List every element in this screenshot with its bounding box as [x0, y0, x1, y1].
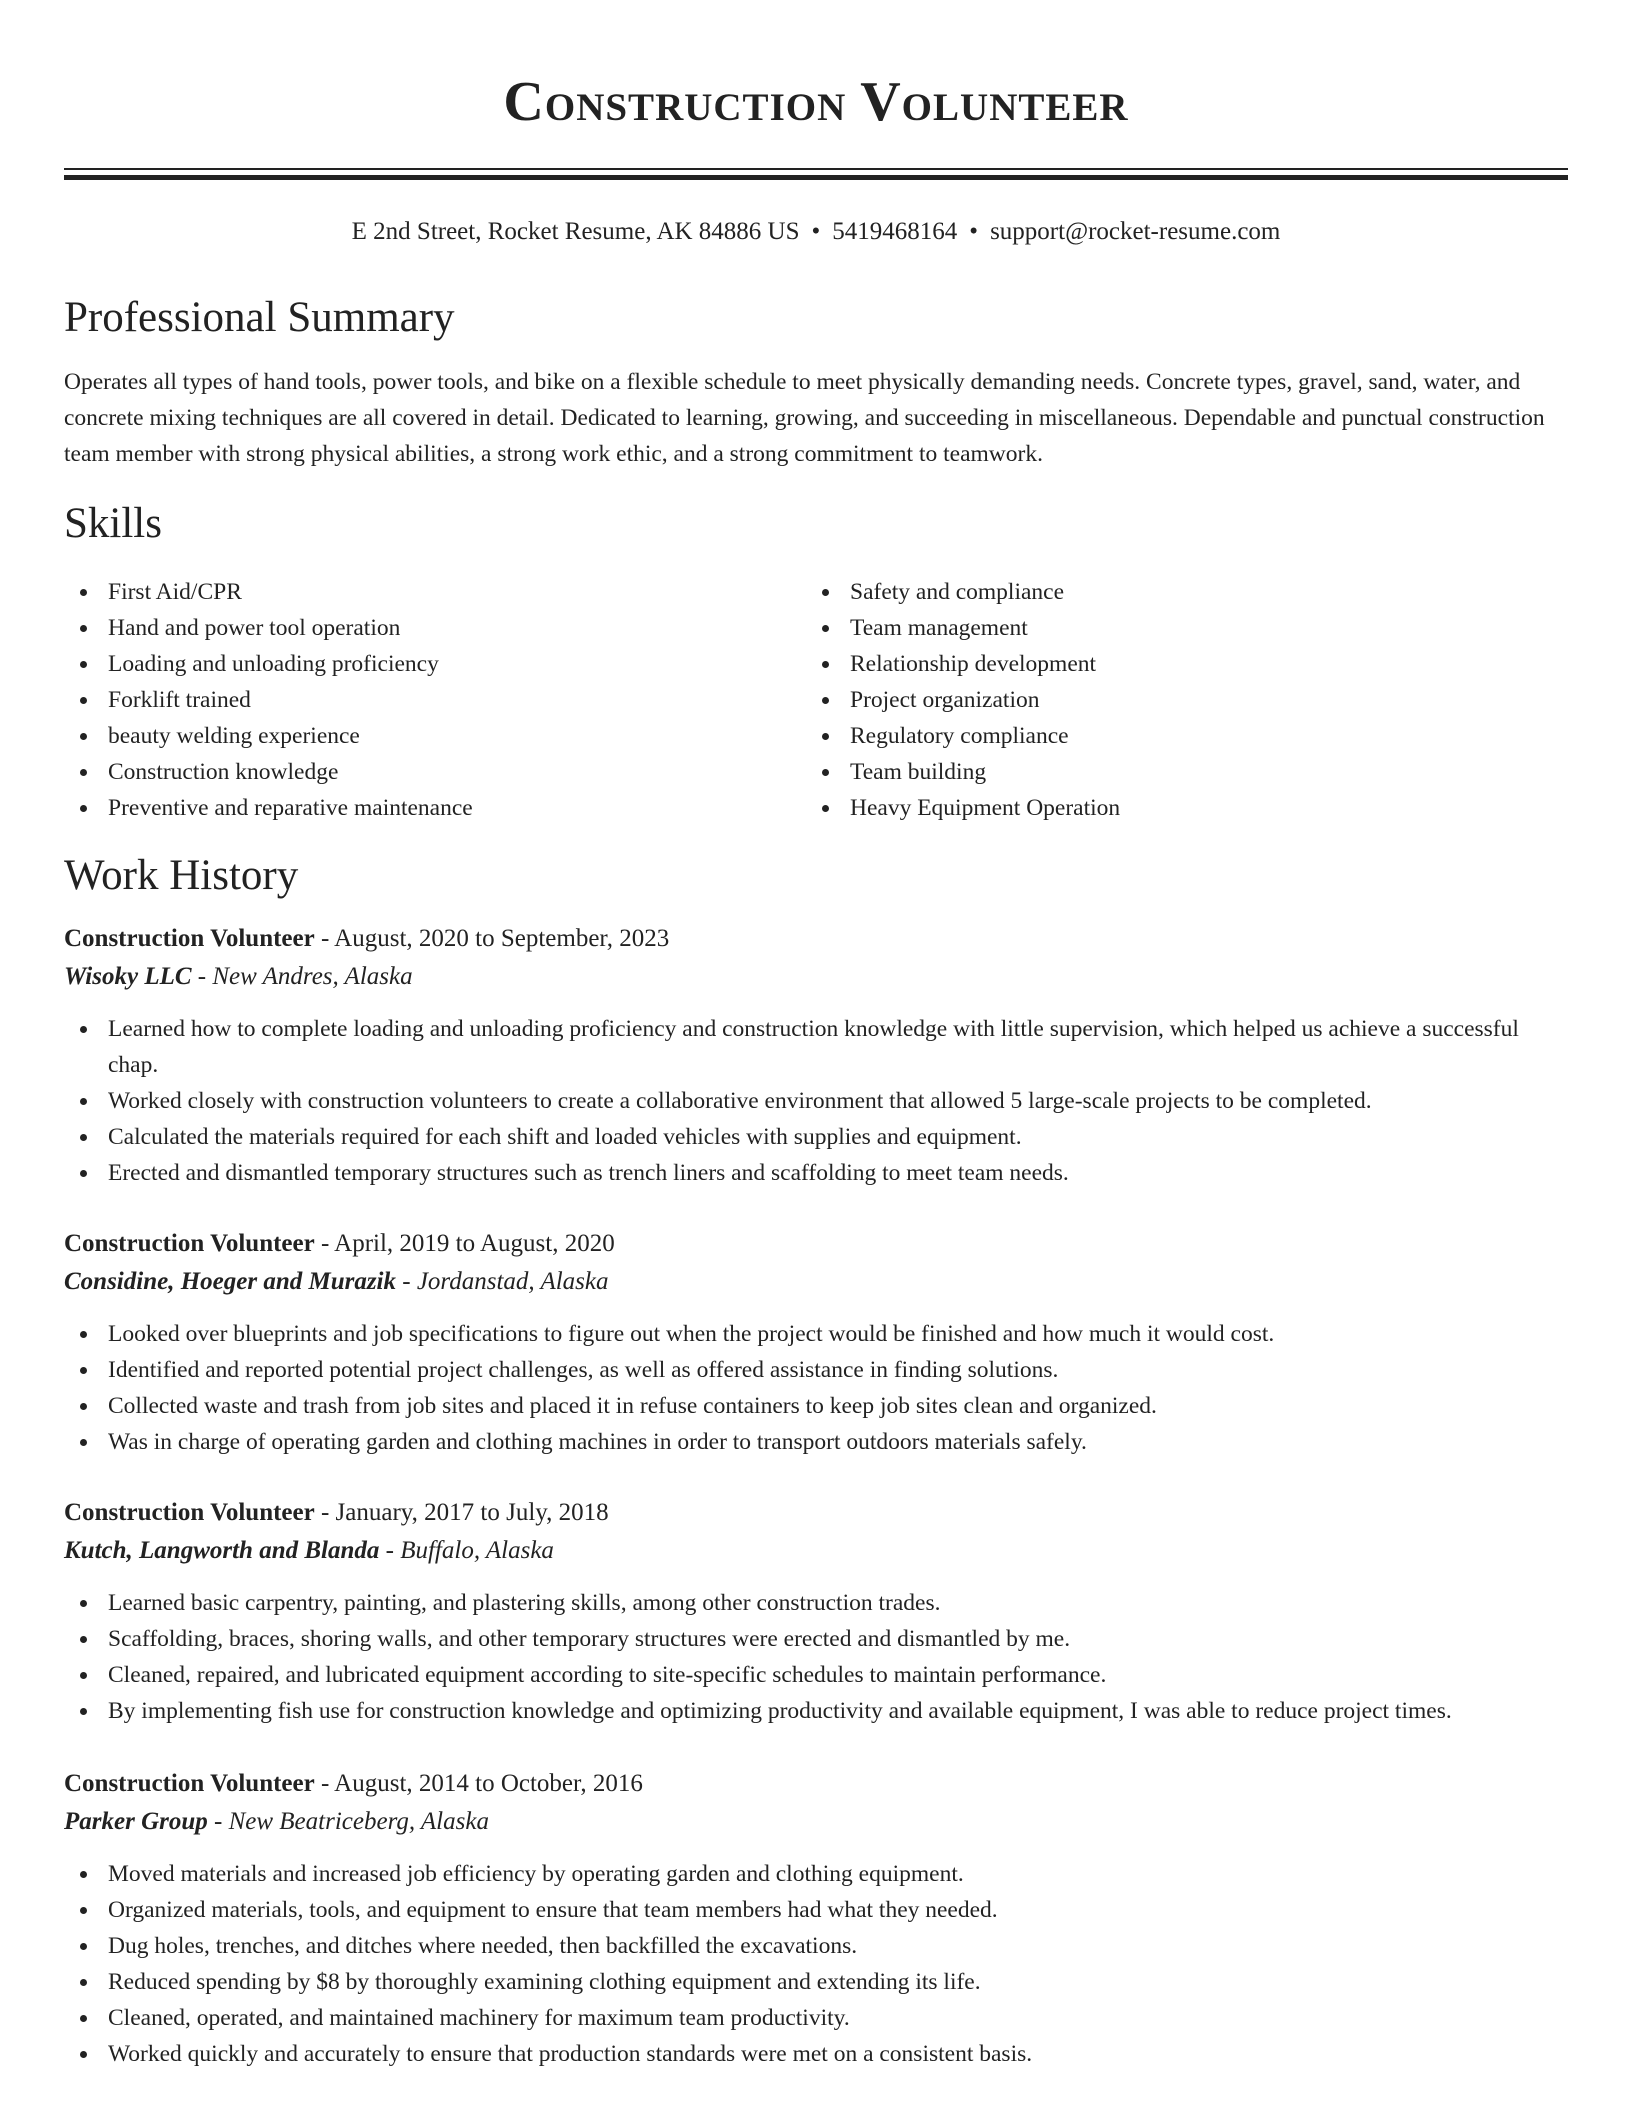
skill-item: Forklift trained	[64, 682, 473, 718]
job-bullet: Organized materials, tools, and equipment to ensure that team members had what they needed.	[64, 1892, 1568, 1928]
skill-item: Regulatory compliance	[806, 718, 1120, 754]
skill-item: Safety and compliance	[806, 574, 1120, 610]
job-bullet: Collected waste and trash from job sites and placed it in refuse containers to keep job sites clean and organized.	[64, 1388, 1568, 1424]
skill-item: Heavy Equipment Operation	[806, 790, 1120, 826]
resume-page	[64, 0, 1568, 2067]
skill-item: First Aid/CPR	[64, 574, 473, 610]
resume-name-title: Construction Volunteer	[503, 71, 1129, 133]
contact-separator: •	[811, 218, 821, 245]
skill-item: Team building	[806, 754, 1120, 790]
skill-item: beauty welding experience	[64, 718, 473, 754]
job-bullet: Worked closely with construction volunteers to create a collaborative environment that allowed 5 large-scale projects to be completed.	[64, 1083, 1568, 1119]
job-location: - Jordanstad, Alaska	[396, 1268, 609, 1295]
job-bullet: Identified and reported potential project challenges, as well as offered assistance in finding solutions.	[64, 1352, 1568, 1388]
job-bullets	[64, 1856, 1568, 2072]
job-entry	[64, 1494, 1568, 1729]
contact-address: E 2nd Street, Rocket Resume, AK 84886 US	[351, 218, 800, 245]
job-bullet: Calculated the materials required for each shift and loaded vehicles with supplies and equipment.	[64, 1119, 1568, 1155]
job-bullet: By implementing fish use for construction knowledge and optimizing productivity and available equipment, I was able to reduce project times.	[64, 1693, 1568, 1729]
skill-item: Preventive and reparative maintenance	[64, 790, 473, 826]
job-bullet: Learned basic carpentry, painting, and plastering skills, among other construction trades.	[64, 1585, 1568, 1621]
job-title-line	[64, 1225, 1568, 1263]
job-bullet: Learned how to complete loading and unloading proficiency and construction knowledge with little supervision, which helped us achieve a successful chap.	[64, 1011, 1568, 1083]
skill-item: Team management	[806, 610, 1120, 646]
job-dates: - January, 2017 to July, 2018	[314, 1499, 609, 1526]
header-divider-thick	[64, 175, 1568, 180]
header-divider-thin	[64, 168, 1568, 170]
job-bullet: Worked quickly and accurately to ensure that production standards were met on a consistent basis.	[64, 2036, 1568, 2072]
job-title-line	[64, 920, 1568, 958]
job-dates: - August, 2020 to September, 2023	[314, 925, 670, 952]
job-bullets	[64, 1585, 1568, 1729]
job-bullets	[64, 1316, 1568, 1460]
skill-item: Relationship development	[806, 646, 1120, 682]
job-bullet: Reduced spending by $8 by thoroughly examining clothing equipment and extending its life.	[64, 1964, 1568, 2000]
job-company: Wisoky LLC	[64, 963, 192, 990]
job-bullet: Cleaned, repaired, and lubricated equipment according to site-specific schedules to maintain performance.	[64, 1657, 1568, 1693]
job-company-line	[64, 958, 1568, 996]
skill-item: Project organization	[806, 682, 1120, 718]
job-company-line	[64, 1263, 1568, 1301]
work-history-heading: Work History	[64, 852, 299, 899]
contact-phone: 5419468164	[832, 218, 958, 245]
summary-heading: Professional Summary	[64, 294, 455, 341]
job-bullet: Scaffolding, braces, shoring walls, and other temporary structures were erected and dismantled by me.	[64, 1621, 1568, 1657]
contact-email: support@rocket-resume.com	[990, 218, 1281, 245]
skills-column-left	[64, 574, 473, 826]
contact-line	[64, 212, 1568, 252]
job-company: Kutch, Langworth and Blanda	[64, 1537, 380, 1564]
job-entry	[64, 920, 1568, 1191]
job-company-line	[64, 1803, 1568, 1841]
job-entry	[64, 1225, 1568, 1460]
job-company-line	[64, 1532, 1568, 1570]
skill-item: Loading and unloading proficiency	[64, 646, 473, 682]
job-title: Construction Volunteer	[64, 925, 315, 952]
job-dates: - April, 2019 to August, 2020	[314, 1230, 615, 1257]
skill-item: Hand and power tool operation	[64, 610, 473, 646]
job-entry	[64, 1765, 1568, 2072]
job-title: Construction Volunteer	[64, 1770, 315, 1797]
job-bullet: Looked over blueprints and job specifications to figure out when the project would be finished and how much it would cost.	[64, 1316, 1568, 1352]
job-bullet: Dug holes, trenches, and ditches where needed, then backfilled the excavations.	[64, 1928, 1568, 1964]
job-bullet: Erected and dismantled temporary structures such as trench liners and scaffolding to meet team needs.	[64, 1155, 1568, 1191]
job-title-line	[64, 1494, 1568, 1532]
job-location: - Buffalo, Alaska	[379, 1537, 554, 1564]
job-dates: - August, 2014 to October, 2016	[314, 1770, 643, 1797]
job-location: - New Beatriceberg, Alaska	[207, 1808, 489, 1835]
skill-item: Construction knowledge	[64, 754, 473, 790]
skills-heading: Skills	[64, 500, 162, 547]
job-bullet: Moved materials and increased job efficiency by operating garden and clothing equipment.	[64, 1856, 1568, 1892]
contact-separator: •	[969, 218, 979, 245]
job-title-line	[64, 1765, 1568, 1803]
job-bullet: Cleaned, operated, and maintained machinery for maximum team productivity.	[64, 2000, 1568, 2036]
job-company: Parker Group	[64, 1808, 208, 1835]
job-bullet: Was in charge of operating garden and clothing machines in order to transport outdoors materials safely.	[64, 1424, 1568, 1460]
job-bullets	[64, 1011, 1568, 1191]
job-title: Construction Volunteer	[64, 1499, 315, 1526]
summary-text: Operates all types of hand tools, power tools, and bike on a flexible schedule to meet physically demanding needs. Concrete types, gravel, sand, water, and concrete mixing techniques are all covered in detail. Dedicated to learning, growing, and succeeding in miscellaneous. Dependable and punctual construction team member with strong physical abilities, a strong work ethic, and a strong commitment to teamwork.	[64, 369, 1545, 467]
job-company: Considine, Hoeger and Murazik	[64, 1268, 397, 1295]
skills-column-right	[806, 574, 1120, 826]
job-title: Construction Volunteer	[64, 1230, 315, 1257]
job-location: - New Andres, Alaska	[191, 963, 413, 990]
